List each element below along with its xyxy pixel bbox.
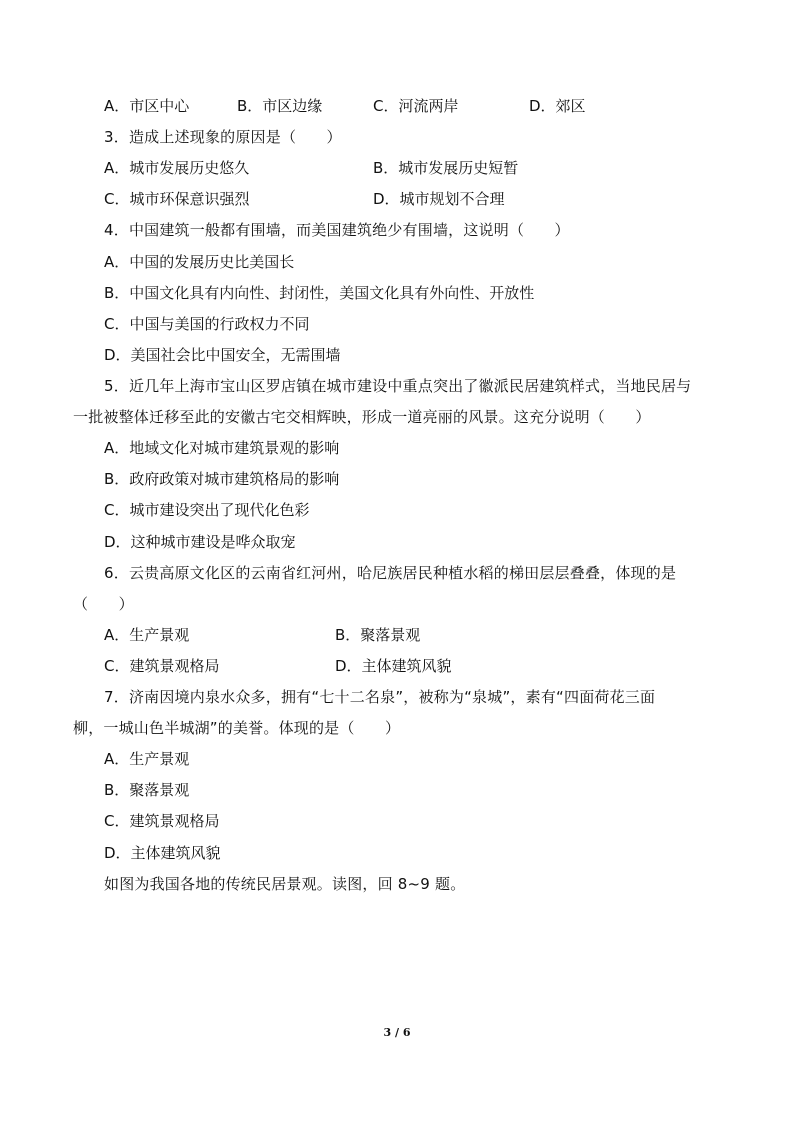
q7-option-d: D．主体建筑风貌 <box>104 844 221 862</box>
q3-option-d: D．城市规划不合理 <box>373 190 505 208</box>
q3-stem: 3．造成上述现象的原因是（ ） <box>104 128 342 146</box>
q6-option-c: C．建筑景观格局 <box>104 657 220 675</box>
q5-stem-line2: 一批被整体迁移至此的安徽古宅交相辉映，形成一道亮丽的风景。这充分说明（ ） <box>73 408 651 426</box>
q5-stem-line1: 5．近几年上海市宝山区罗店镇在城市建设中重点突出了徽派民居建筑样式，当地民居与 <box>104 377 692 395</box>
q3-option-c: C．城市环保意识强烈 <box>104 190 250 208</box>
q6-stem-line1: 6．云贵高原文化区的云南省红河州，哈尼族居民种植水稻的梯田层层叠叠，体现的是 <box>104 564 677 582</box>
q3-option-a: A．城市发展历史悠久 <box>104 159 250 177</box>
q4-stem: 4．中国建筑一般都有围墙，而美国建筑绝少有围墙，这说明（ ） <box>104 221 570 239</box>
q5-option-b: B．政府政策对城市建筑格局的影响 <box>104 470 340 488</box>
q4-option-c: C．中国与美国的行政权力不同 <box>104 315 310 333</box>
q6-option-b: B．聚落景观 <box>335 626 421 644</box>
q2-option-a: A．市区中心 <box>104 97 190 115</box>
q3-option-b: B．城市发展历史短暂 <box>373 159 519 177</box>
q4-option-b: B．中国文化具有内向性、封闭性，美国文化具有外向性、开放性 <box>104 284 535 302</box>
q5-option-c: C．城市建设突出了现代化色彩 <box>104 501 310 519</box>
q7-option-c: C．建筑景观格局 <box>104 812 220 830</box>
page-number: 3 / 6 <box>383 1026 411 1039</box>
q7-option-b: B．聚落景观 <box>104 781 190 799</box>
q6-option-a: A．生产景观 <box>104 626 190 644</box>
q7-stem-line2: 柳，一城山色半城湖”的美誉。体现的是（ ） <box>73 719 401 737</box>
q4-option-d: D．美国社会比中国安全，无需围墙 <box>104 346 341 364</box>
q2-option-c: C．河流两岸 <box>373 97 459 115</box>
q5-option-d: D．这种城市建设是哗众取宠 <box>104 533 296 551</box>
q6-stem-line2: （ ） <box>73 595 134 613</box>
q2-option-d: D．郊区 <box>529 97 586 115</box>
q4-option-a: A．中国的发展历史比美国长 <box>104 253 295 271</box>
q7-option-a: A．生产景观 <box>104 750 190 768</box>
q7-stem-line1: 7．济南因境内泉水众多，拥有“七十二名泉”，被称为“泉城”，素有“四面荷花三面 <box>104 688 656 706</box>
q6-option-d: D．主体建筑风貌 <box>335 657 452 675</box>
q5-option-a: A．地域文化对城市建筑景观的影响 <box>104 439 340 457</box>
q8-9-intro: 如图为我国各地的传统民居景观。读图，回 8~9 题。 <box>104 875 466 893</box>
q2-option-b: B．市区边缘 <box>237 97 323 115</box>
